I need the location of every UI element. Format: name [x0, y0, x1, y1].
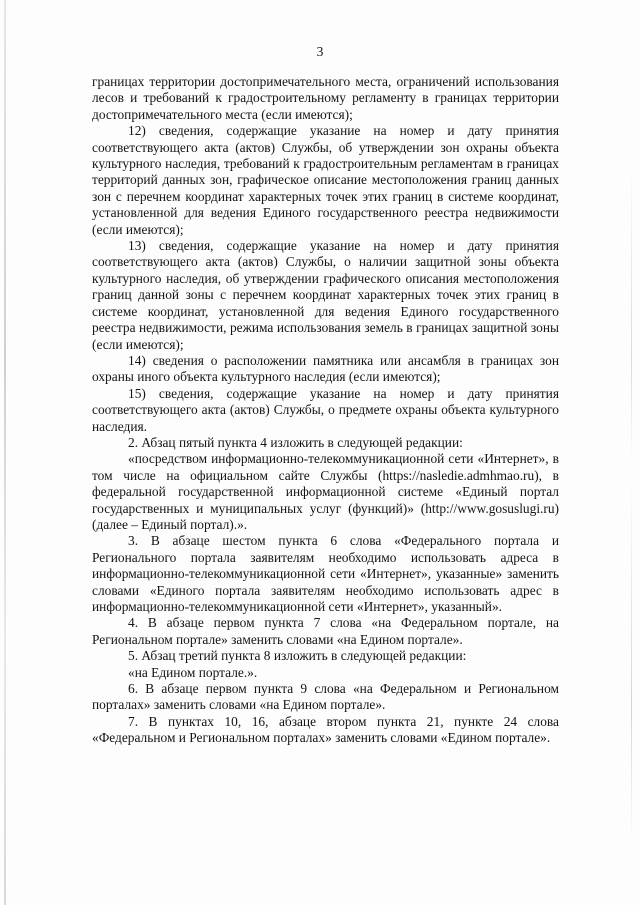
paragraph-amendment-6: 6. В абзаце первом пункта 9 слова «на Федеральном и Региональном порталах» заменить словами «на Едином портале».	[92, 681, 559, 713]
paragraph-item-13: 13) сведения, содержащие указание на номер и дату принятия соответствующего акта (актов) Службы, о наличии защитной зоны объекта культурного наследия, об утверждении графического описания местоположения границ данной зоны с перечнем координат характерных точек этих границ в системе координат, установленной для ведения Единого государственного реестра недвижимости, режима использования земель в границах защитной зоны (если имеются);	[92, 238, 559, 352]
paragraph-item-14: 14) сведения о расположении памятника или ансамбля в границах зон охраны иного объекта культурного наследия (если имеются);	[92, 352, 559, 385]
paragraph-continuation: границах территории достопримечательного места, ограничений использования лесов и требований к градостроительному регламенту в границах территории достопримечательного места (если имеются);	[92, 74, 559, 122]
scan-edge-left	[4, 0, 6, 905]
paragraph-item-15: 15) сведения, содержащие указание на номер и дату принятия соответствующего акта (актов) Службы, о предмете охраны объекта культурного наследия.	[92, 385, 559, 434]
scan-edge-right	[631, 150, 632, 850]
document-body	[92, 74, 559, 747]
paragraph-amendment-3: 3. В абзаце шестом пункта 6 слова «Федерального портала и Регионального портала заявителям необходимо использовать адреса в информационно-телекоммуникационной сети «Интернет», указанные» заменить словами «Единого портала заявителям необходимо использовать адрес в информационно-телекоммуникационной сети «Интернет», указанный».	[92, 533, 559, 614]
paragraph-item-12: 12) сведения, содержащие указание на номер и дату принятия соответствующего акта (актов) Службы, об утверждении зон охраны объекта культурного наследия, требований к градостроительным регламентам в границах территорий данных зон, графическое описание местоположения границ данных зон с перечнем координат характерных точек этих границ в системе координат, установленной для ведения Единого государственного реестра недвижимости (если имеются);	[92, 123, 559, 237]
paragraph-amendment-4: 4. В абзаце первом пункта 7 слова «на Федеральном портале, на Региональном портале» заменить словами «на Едином портале».	[92, 615, 559, 647]
paragraph-amendment-2-text: «посредством информационно-телекоммуникационной сети «Интернет», в том числе на официальном сайте Службы (https://nasledie.admhmao.ru), в федеральной государственной информационной системе «Единый портал государственных и муниципальных услуг (функций)» (http://www.gosuslugi.ru) (далее – Единый портал).».	[92, 451, 559, 532]
paragraph-amendment-2: 2. Абзац пятый пункта 4 изложить в следующей редакции:	[128, 434, 463, 450]
page-number: 3	[316, 44, 324, 59]
paragraph-amendment-5-text: «на Едином портале.».	[128, 664, 258, 680]
paragraph-amendment-5: 5. Абзац третий пункта 8 изложить в следующей редакции:	[128, 648, 467, 664]
paragraph-amendment-7: 7. В пунктах 10, 16, абзаце втором пункта 21, пункте 24 слова «Федеральном и Региональном порталах» заменить словами «Едином портале».	[92, 713, 559, 746]
